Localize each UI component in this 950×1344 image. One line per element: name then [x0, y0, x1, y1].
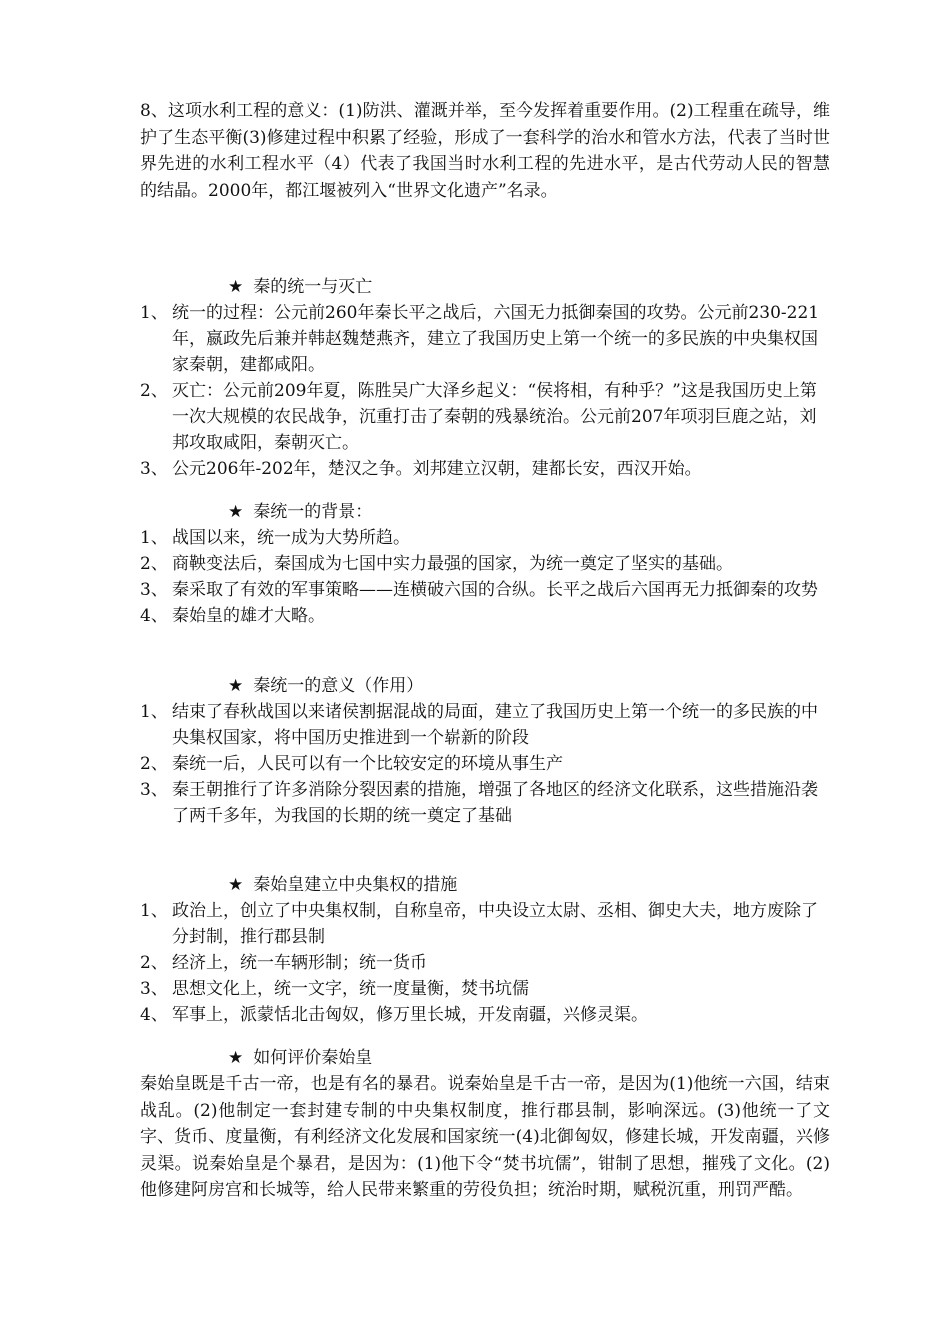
intro-paragraph: 8、这项水利工程的意义：(1)防洪、灌溉并举，至今发挥着重要作用。(2)工程重在疏导，维护了生态平衡(3)修建过程中积累了经验，形成了一套科学的治水和管水方法，代表了当时世界先进的水利工程水平（4）代表了我国当时水利工程的先进水平，是古代劳动人民的智慧的结晶。2000年，都江堰被列入“世界文化遗产”名录。 — [140, 101, 830, 201]
section-title-text: 秦始皇建立中央集权的措施 — [253, 875, 458, 895]
star-icon: ★ — [228, 502, 244, 522]
list-item-text: 商鞅变法后，秦国成为七国中实力最强的国家，为统一奠定了坚实的基础。 — [172, 554, 733, 574]
list-item — [140, 699, 830, 751]
list-item-text: 秦始皇的雄才大略。 — [172, 606, 325, 626]
star-icon: ★ — [228, 875, 244, 895]
section-title — [140, 673, 830, 699]
list-item-text: 政治上，创立了中央集权制，自称皇帝，中央设立太尉、丞相、御史大夫，地方废除了分封制，推行郡县制 — [172, 901, 818, 947]
star-icon: ★ — [228, 676, 244, 696]
section-title — [140, 274, 830, 300]
section-unification-significance — [140, 673, 830, 829]
list-item-text: 思想文化上，统一文字，统一度量衡，焚书坑儒 — [172, 979, 529, 999]
section-title — [140, 1045, 830, 1071]
section-centralization-measures — [140, 872, 830, 1028]
section-title-text: 秦的统一与灭亡 — [253, 277, 373, 297]
list-item-text: 秦王朝推行了许多消除分裂因素的措施，增强了各地区的经济文化联系，这些措施沿袭了两千多年，为我国的长期的统一奠定了基础 — [172, 780, 818, 826]
list-item — [140, 950, 830, 976]
section-title — [140, 872, 830, 898]
list-item — [140, 525, 830, 551]
star-icon: ★ — [228, 277, 244, 297]
list-item — [140, 300, 830, 378]
list-item — [140, 976, 830, 1002]
list-item-number: 2、 — [140, 381, 168, 401]
list-item-text: 结束了春秋战国以来诸侯割据混战的局面，建立了我国历史上第一个统一的多民族的中央集权国家，将中国历史推进到一个崭新的阶段 — [172, 702, 818, 748]
list-item — [140, 1002, 830, 1028]
list-item-number: 2、 — [140, 953, 168, 973]
list-item — [140, 751, 830, 777]
list-item-text: 公元206年-202年，楚汉之争。刘邦建立汉朝，建都长安，西汉开始。 — [172, 459, 702, 479]
list-item-text: 秦采取了有效的军事策略——连横破六国的合纵。长平之战后六国再无力抵御秦的攻势 — [172, 580, 818, 600]
list-item — [140, 898, 830, 950]
star-icon: ★ — [228, 1048, 244, 1068]
list-item-number: 3、 — [140, 780, 168, 800]
list-item-number: 1、 — [140, 528, 168, 548]
list-item — [140, 456, 830, 482]
list-item-text: 军事上，派蒙恬北击匈奴，修万里长城，开发南疆，兴修灵渠。 — [172, 1005, 648, 1025]
section-title-text: 秦统一的背景： — [253, 502, 373, 522]
list-item-number: 2、 — [140, 554, 168, 574]
list-item — [140, 777, 830, 829]
list-item-number: 3、 — [140, 979, 168, 999]
list-item-number: 3、 — [140, 459, 168, 479]
list-item — [140, 577, 830, 603]
list-item-number: 1、 — [140, 303, 168, 323]
section-title-text: 秦统一的意义（作用） — [253, 676, 424, 696]
list-item — [140, 551, 830, 577]
list-item-text: 统一的过程：公元前260年秦长平之战后，六国无力抵御秦国的攻势。公元前230-221年，嬴政先后兼并韩赵魏楚燕齐，建立了我国历史上第一个统一的多民族的中央集权国家秦朝，建都咸阳。 — [172, 303, 820, 375]
section-evaluation-qin-shi-huang — [140, 1045, 830, 1204]
list-item-number: 1、 — [140, 702, 168, 722]
evaluation-paragraph: 秦始皇既是千古一帝，也是有名的暴君。说秦始皇是千古一帝，是因为(1)他统一六国，结束战乱。(2)他制定一套封建专制的中央集权制度，推行郡县制，影响深远。(3)他统一了文字、货币、度量衡，有利经济文化发展和国家统一(4)北御匈奴，修建长城，开发南疆，兴修灵渠。说秦始皇是个暴君，是因为：(1)他下令“焚书坑儒”，钳制了思想，摧残了文化。(2)他修建阿房宫和长城等，给人民带来繁重的劳役负担；统治时期，赋税沉重，刑罚严酷。 — [140, 1074, 830, 1200]
section-qin-unification-and-fall — [140, 274, 830, 482]
list-item-text: 秦统一后，人民可以有一个比较安定的环境从事生产 — [172, 754, 563, 774]
section-title-text: 如何评价秦始皇 — [253, 1048, 373, 1068]
list-item — [140, 603, 830, 629]
list-item-number: 4、 — [140, 1005, 168, 1025]
list-item-number: 3、 — [140, 580, 168, 600]
section-title — [140, 499, 830, 525]
list-item-number: 2、 — [140, 754, 168, 774]
list-item — [140, 378, 830, 456]
section-unification-background — [140, 499, 830, 629]
list-item-text: 经济上，统一车辆形制；统一货币 — [172, 953, 427, 973]
list-item-number: 4、 — [140, 606, 168, 626]
list-item-text: 灭亡：公元前209年夏，陈胜吴广大泽乡起义：“侯将相，有种乎？”这是我国历史上第一次大规模的农民战争，沉重打击了秦朝的残暴统治。公元前207年项羽巨鹿之站，刘邦攻取咸阳，秦朝灭亡。 — [172, 381, 817, 453]
list-item-number: 1、 — [140, 901, 168, 921]
list-item-text: 战国以来，统一成为大势所趋。 — [172, 528, 410, 548]
